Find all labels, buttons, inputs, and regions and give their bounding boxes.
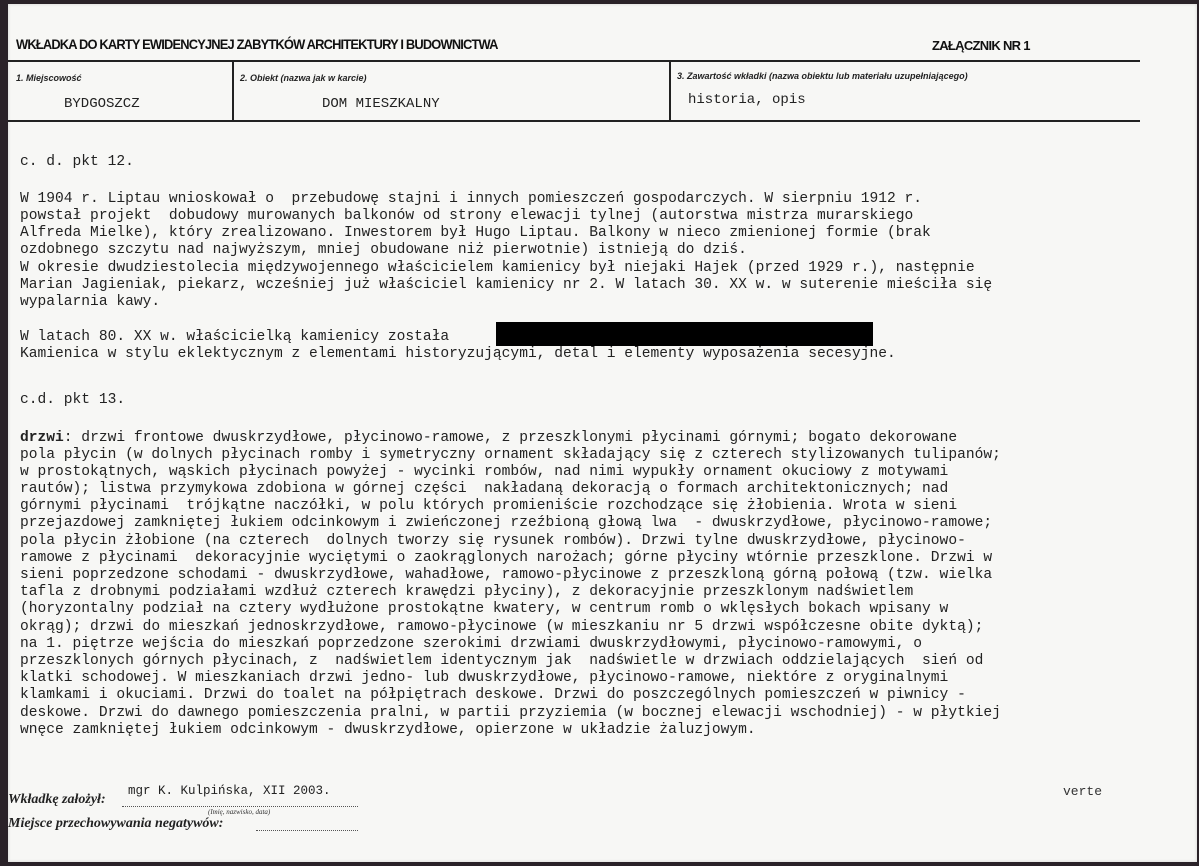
section-13-line: pola płycin (w dolnych płycinach romby i symetryczny ornament składający się z czterech stylizowanych tulipanów;	[20, 447, 1001, 463]
section-13-line: (horyzontalny podział na cztery wydłużone prostokątne kwatery, w centrum romb o wklęsłych bokach wpisany w	[20, 601, 949, 617]
created-by-label: Wkładkę założył:	[8, 792, 106, 807]
redaction-bar	[496, 322, 873, 346]
section-13-line: przejazdowej zamkniętej łukiem odcinkowym i zwieńczonej rzeźbioną głową lwa - dwuskrzydłowe, płycinowo-ramowe;	[20, 515, 993, 531]
contents-value: historia, opis	[688, 92, 806, 108]
column-divider-1	[232, 61, 234, 121]
column-divider-2	[669, 61, 671, 121]
section-13-line: klamkami i okuciami. Drzwi do toalet na półpiętrach deskowe. Drzwi do poszczególnych pomieszczeń w piwnicy -	[20, 687, 966, 703]
section-12-line: Kamienica w stylu eklektycznym z elementami historyzującymi, detal i elementy wyposażenia secesyjne.	[20, 346, 896, 362]
document-title: WKŁADKA DO KARTY EWIDENCYJNEJ ZABYTKÓW ARCHITEKTURY I BUDOWNICTWA	[16, 36, 498, 52]
section-13-line: górnymi płycinami trójkątne naczółki, w polu których promieniście rozchodzące się żłobienia. Wrota w sieni	[20, 498, 958, 514]
negatives-location-dotted-line	[256, 830, 358, 831]
section-13-line: ramowe z płycinami dekoracyjnie wyciętymi o zaokrąglonych narożach; górne płyciny wtórnie przeszklone. Drzwi w	[20, 550, 993, 566]
section-13-line: deskowe. Drzwi do dawnego pomieszczenia pralni, w partii przyziemia (w bocznej elewacji wschodniej) - w płytkiej	[20, 705, 1001, 721]
section-13-line: wnęce zamkniętej łukiem odcinkowym - dwuskrzydłowe, opierzone w układzie żaluzjowym.	[20, 722, 756, 738]
section-13-line: sieni poprzedzone schodami - dwuskrzydłowe, wahadłowe, ramowo-płycinowe z przeszkloną górną połową (tzw. wielka	[20, 567, 993, 583]
negatives-location-label: Miejsce przechowywania negatywów:	[8, 816, 224, 831]
created-by-value: mgr K. Kulpińska, XII 2003.	[128, 784, 331, 798]
section-13-line: w prostokątnych, wąskich płycinach powyżej - wycinki rombów, nad nimi wypukły ornament okuciowy z motywami	[20, 464, 949, 480]
section-12-line: W 1904 r. Liptau wnioskował o przebudowę stajni i innych pomieszczeń gospodarczych. W sierpniu 1912 r.	[20, 191, 923, 207]
section-12-heading: c. d. pkt 12.	[20, 154, 134, 170]
table-bottom-border	[8, 120, 1140, 122]
section-13-line: tafla z drobnymi podziałami wzdłuż czterech krawędzi płyciny), z dekoracyjnie przeszklonym nadświetlem	[20, 584, 914, 600]
section-13-line: przeszklonych górnych płycinach, z nadświetlem identycznym jak nadświetle w drzwiach oddzielających sień od	[20, 653, 984, 669]
section-12-line: W latach 80. XX w. właścicielką kamienicy została	[20, 329, 450, 345]
section-12-line: Alfreda Mielke), który zrealizowano. Inwestorem był Hugo Liptau. Balkony w nieco zmienionej formie (brak	[20, 225, 931, 241]
section-13-line: okrąg); drzwi do mieszkań jednoskrzydłowe, ramowo-płycinowe (w mieszkaniu nr 5 drzwi współczesne obite dyktą);	[20, 619, 984, 635]
section-12-line: Marian Jagieniak, piekarz, wcześniej już właściciel kamienicy nr 2. W latach 30. XX w. w suterenie mieściła się	[20, 277, 993, 293]
locality-value: BYDGOSZCZ	[64, 96, 140, 112]
created-by-hint: (Imię, nazwisko, data)	[208, 808, 271, 816]
section-12-line: W okresie dwudziestolecia międzywojennego właścicielem kamienicy był niejaki Hajek (przed 1929 r.), następnie	[20, 260, 975, 276]
annex-label: ZAŁĄCZNIK NR 1	[932, 38, 1030, 53]
doors-keyword: drzwi	[20, 430, 64, 446]
created-by-dotted-line	[122, 806, 358, 807]
document-page	[8, 4, 1197, 862]
object-label: 2. Obiekt (nazwa jak w karcie)	[240, 73, 367, 83]
section-13-line: pola płycin żłobione (na czterech dolnych tworzy się rysunek rombów). Drzwi tylne dwuskrzydłowe, płycinowo-	[20, 533, 966, 549]
section-12-line: powstał projekt dobudowy murowanych balkonów od strony elewacji tylnej (autorstwa mistrza murarskiego	[20, 208, 914, 224]
verte-note: verte	[1063, 784, 1103, 799]
section-12-line: ozdobnego szczytu nad najwyższym, mniej obudowane niż pierwotnie) istnieją do dziś.	[20, 242, 747, 258]
section-13-line: na 1. piętrze wejścia do mieszkań poprzedzone szerokimi drzwiami dwuskrzydłowymi, płycinowo-ramowymi, o	[20, 636, 923, 652]
table-top-border	[8, 60, 1140, 62]
section-13-line: : drzwi frontowe dwuskrzydłowe, płycinowo-ramowe, z przeszklonymi płycinami górnymi; bogato dekorowane	[63, 430, 958, 446]
section-12-line: wypalarnia kawy.	[20, 294, 161, 310]
locality-label: 1. Miejscowość	[16, 73, 82, 83]
section-13-first-line	[20, 430, 1180, 447]
section-13-line: klatki schodowej. W mieszkaniach drzwi jedno- lub dwuskrzydłowe, płycinowo-ramowe, niektóre z oryginalnymi	[20, 670, 949, 686]
contents-label: 3. Zawartość wkładki (nazwa obiektu lub materiału uzupełniającego)	[677, 71, 968, 81]
section-13-heading: c.d. pkt 13.	[20, 392, 126, 408]
section-13-line: rautów); listwa przymykowa zdobiona w górnej części nakładaną dekoracją o formach architektonicznych; nad	[20, 481, 949, 497]
object-value: DOM MIESZKALNY	[322, 96, 440, 112]
